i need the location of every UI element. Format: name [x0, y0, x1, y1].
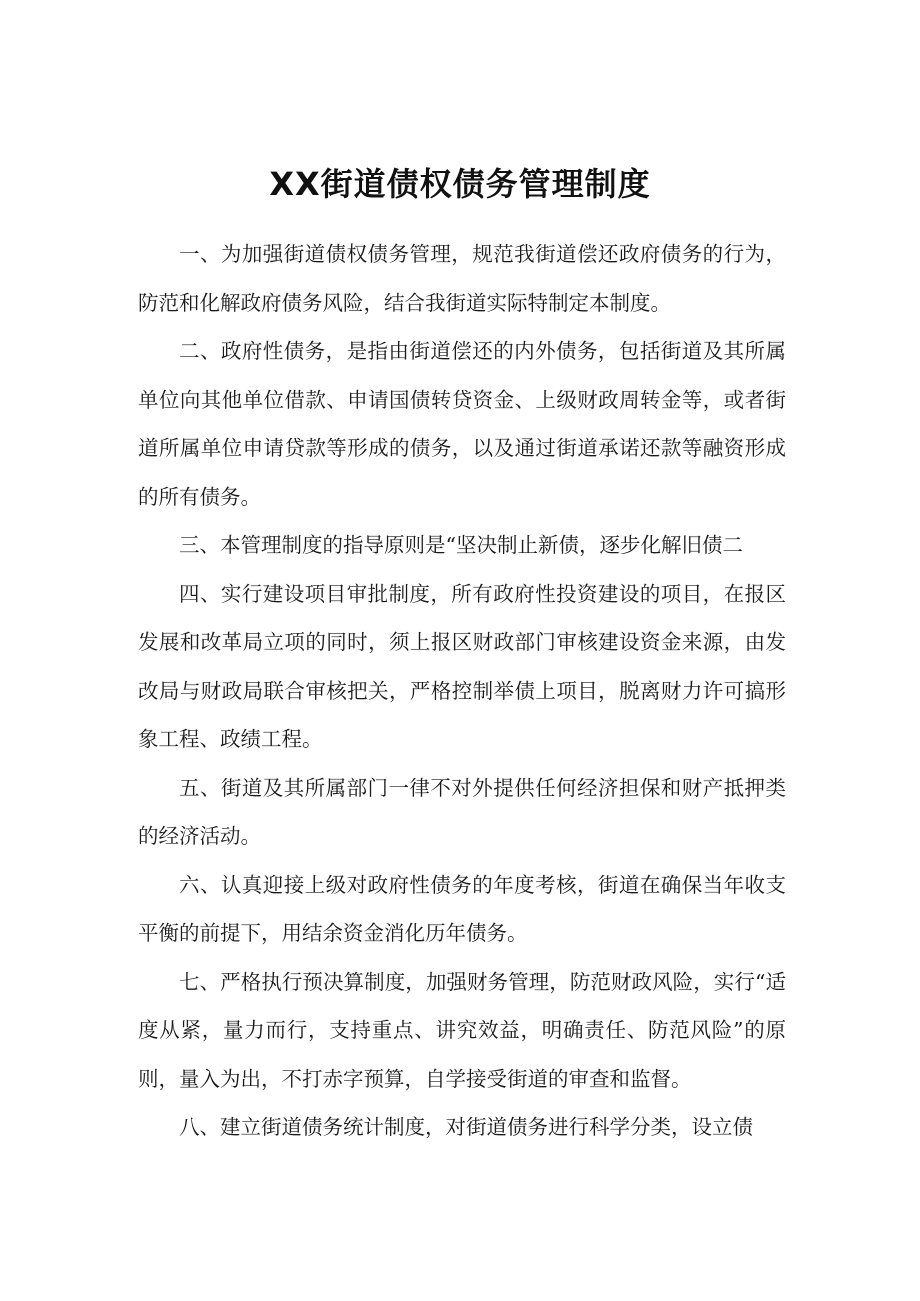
document-body: [138, 230, 786, 1152]
paragraph-6: 六、认真迎接上级对政府性债务的年度考核，街道在确保当年收支平衡的前提下，用结余资金消化历年债务。: [138, 872, 786, 945]
paragraph-2: 二、政府性债务，是指由街道偿还的内外债务，包括街道及其所属单位向其他单位借款、申请国债转贷资金、上级财政周转金等，或者街道所属单位申请贷款等形成的债务，以及通过街道承诺还款等融资形成的所有债务。: [138, 339, 786, 509]
paragraph-3: 三、本管理制度的指导原则是“坚决制止新债，逐步化解旧债二: [179, 533, 743, 557]
document-title: XX街道债权债务管理制度: [269, 165, 651, 203]
paragraph-8: 八、建立街道债务统计制度，对街道债务进行科学分类，设立债: [179, 1115, 753, 1139]
paragraph-1: 一、为加强街道债权债务管理，规范我街道偿还政府债务的行为，防范和化解政府债务风险，结合我街道实际特制定本制度。: [138, 242, 786, 315]
paragraph-4: 四、实行建设项目审批制度，所有政府性投资建设的项目，在报区发展和改革局立项的同时，须上报区财政部门审核建设资金来源，由发改局与财政局联合审核把关，严格控制举债上项目，脱离财力许可搞形象工程、政绩工程。: [138, 581, 786, 751]
paragraph-5: 五、街道及其所属部门一律不对外提供任何经济担保和财产抵押类的经济活动。: [138, 775, 786, 848]
paragraph-7: 七、严格执行预决算制度，加强财务管理，防范财政风险，实行“适度从紧，量力而行，支持重点、讲究效益，明确责任、防范风险”的原则，量入为出，不打赤字预算，自学接受街道的审查和监督。: [138, 969, 786, 1091]
